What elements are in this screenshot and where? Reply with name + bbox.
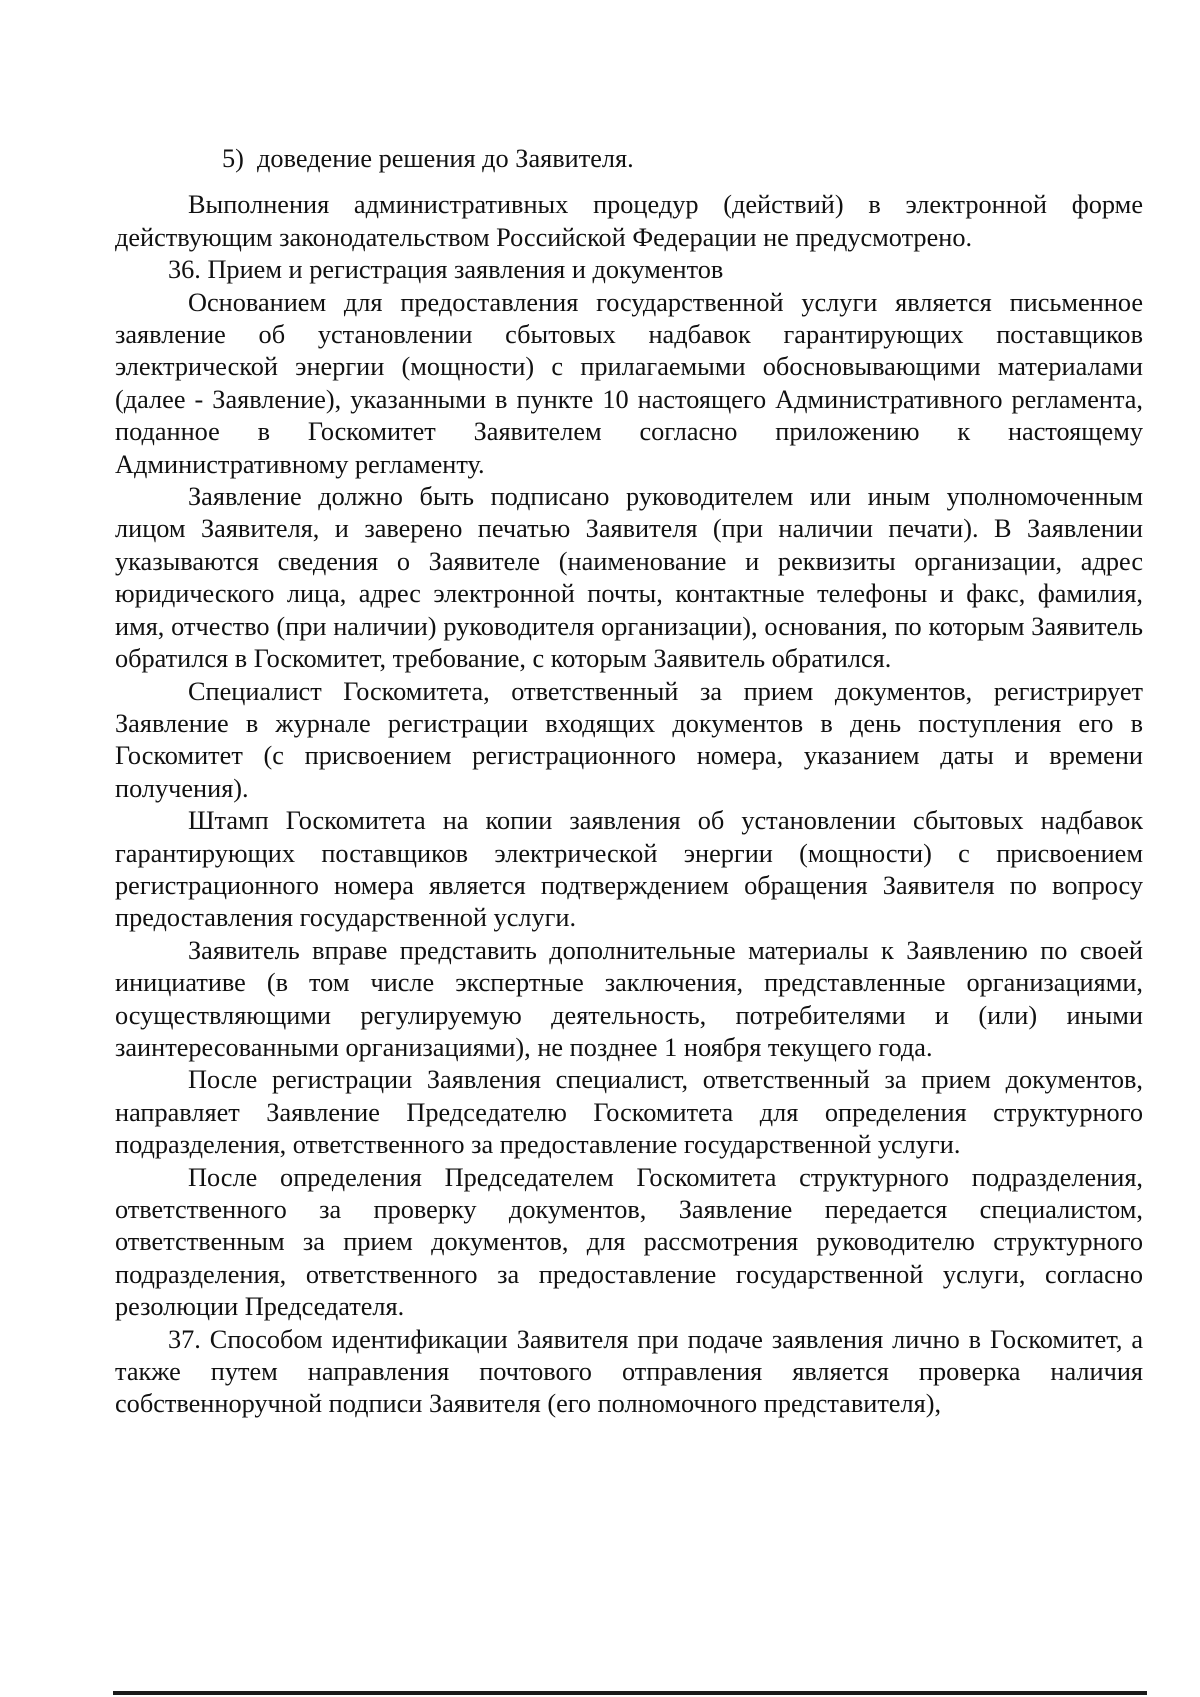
document-body bbox=[115, 143, 1143, 1421]
paragraph-after-registration: После регистрации Заявления специалист, ответственный за прием документов, направляет Заявление Председателю Госкомитета для определения структурного подразделения, ответственного за предоставление государственной услуги. bbox=[115, 1065, 1143, 1160]
bottom-rule bbox=[113, 1691, 1147, 1695]
paragraph-additional-materials: Заявитель вправе представить дополнительные материалы к Заявлению по своей инициативе (в том числе экспертные заключения, представленные организациями, осуществляющими регулируемую деятельность, потребителями и (или) иными заинтересованными организациями), не позднее 1 ноября текущего года. bbox=[115, 935, 1143, 1062]
paragraph-grounds: Основанием для предоставления государственной услуги является письменное заявление об установлении сбытовых надбавок гарантирующих поставщиков электрической энергии (мощности) с прилагаемыми обосновывающими материалами (далее - Заявление), указанными в пункте 10 настоящего Административного регламента, поданное в Госкомитет Заявителем согласно приложению к настоящему Административному регламенту. bbox=[115, 287, 1143, 479]
section-36-heading: 36. Прием и регистрация заявления и документов bbox=[168, 255, 724, 285]
paragraph-stamp: Штамп Госкомитета на копии заявления об установлении сбытовых надбавок гарантирующих поставщиков электрической энергии (мощности) с присвоением регистрационного номера является подтверждением обращения Заявителя по вопросу предоставления государственной услуги. bbox=[115, 806, 1143, 933]
paragraph-signature-requirements: Заявление должно быть подписано руководителем или иным уполномоченным лицом Заявителя, и заверено печатью Заявителя (при наличии печати). В Заявлении указываются сведения о Заявителе (наименование и реквизиты организации, адрес юридического лица, адрес электронной почты, контактные телефоны и факс, фамилия, имя, отчество (при наличии) руководителя организации), основания, по которым Заявитель обратился в Госкомитет, требование, с которым Заявитель обратился. bbox=[115, 482, 1143, 674]
list-item-5: 5) доведение решения до Заявителя. bbox=[222, 144, 634, 173]
section-37-paragraph: 37. Способом идентификации Заявителя при подаче заявления лично в Госкомитет, а также путем направления почтового отправления является проверка наличия собственноручной подписи Заявителя (его полномочного представителя), bbox=[115, 1324, 1143, 1419]
paragraph-electronic-form: Выполнения административных процедур (действий) в электронной форме действующим законодательством Российской Федерации не предусмотрено. bbox=[115, 190, 1143, 252]
paragraph-registration: Специалист Госкомитета, ответственный за прием документов, регистрирует Заявление в журнале регистрации входящих документов в день поступления его в Госкомитет (с присвоением регистрационного номера, указанием даты и времени получения). bbox=[115, 676, 1143, 803]
paragraph-after-determination: После определения Председателем Госкомитета структурного подразделения, ответственного за проверку документов, Заявление передается специалистом, ответственным за прием документов, для рассмотрения руководителю структурного подразделения, ответственного за предоставление государственной услуги, согласно резолюции Председателя. bbox=[115, 1162, 1143, 1322]
